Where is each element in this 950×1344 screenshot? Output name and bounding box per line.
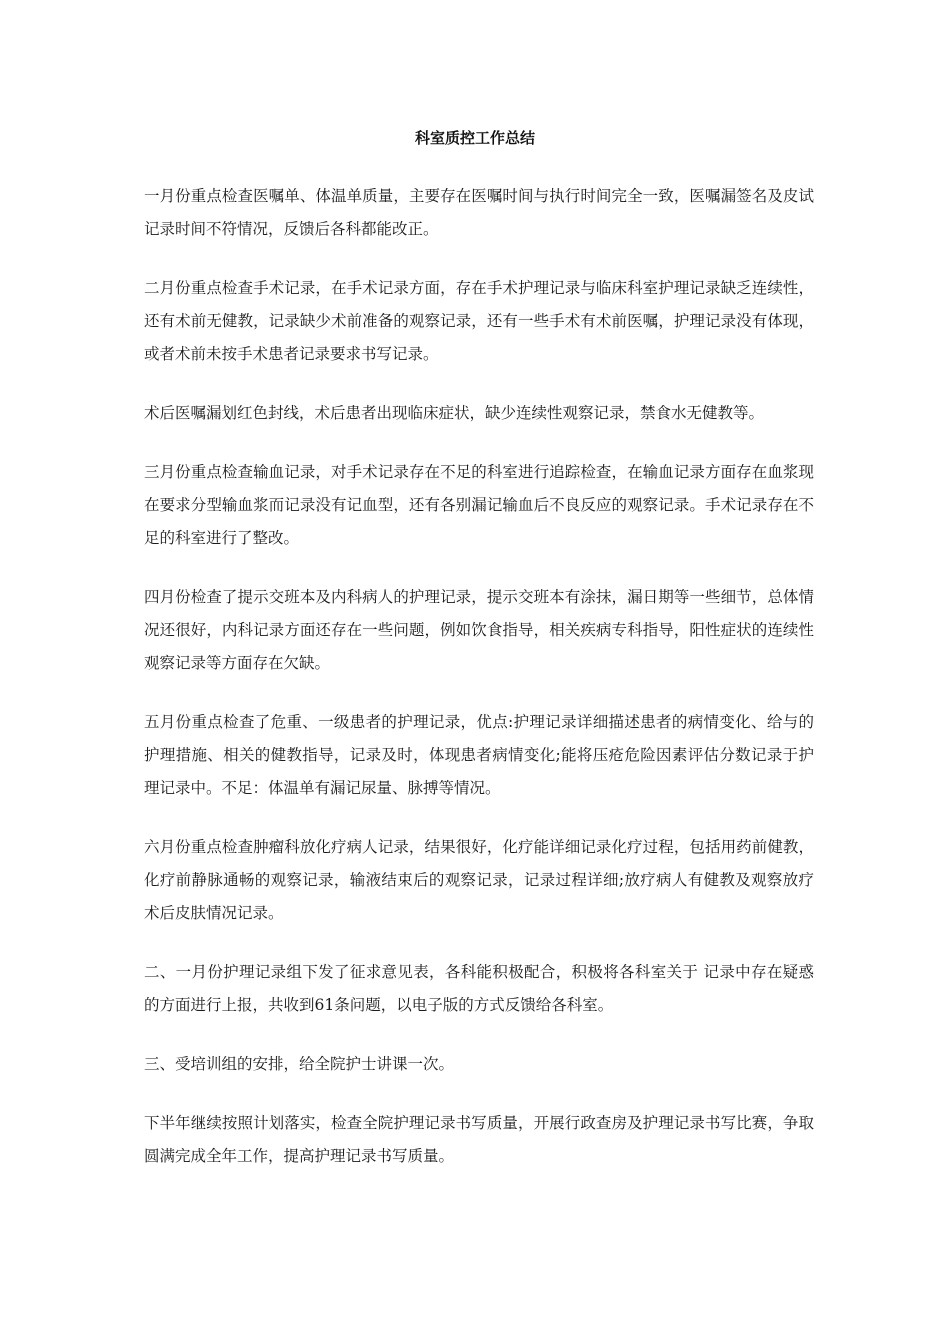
paragraph-postop: 术后医嘱漏划红色封线，术后患者出现临床症状，缺少连续性观察记录，禁食水无健教等。: [144, 404, 765, 422]
paragraph-january: 一月份重点检查医嘱单、体温单质量，主要存在医嘱时间与执行时间完全一致，医嘱漏签名及皮试记录时间不符情况，反馈后各科都能改正。: [144, 187, 814, 238]
paragraph-february: 二月份重点检查手术记录，在手术记录方面，存在手术护理记录与临床科室护理记录缺乏连续性，还有术前无健教，记录缺少术前准备的观察记录，还有一些手术有术前医嘱，护理记录没有体现，或者术前未按手术患者记录要求书写记录。: [144, 279, 814, 363]
paragraph-march: 三月份重点检查输血记录，对手术记录存在不足的科室进行追踪检查，在输血记录方面存在血浆现在要求分型输血浆而记录没有记血型，还有各别漏记输血后不良反应的观察记录。手术记录存在不足的科室进行了整改。: [144, 463, 814, 547]
paragraph-april: 四月份检查了提示交班本及内科病人的护理记录，提示交班本有涂抹，漏日期等一些细节，总体情况还很好，内科记录方面还存在一些问题，例如饮食指导，相关疾病专科指导，阳性症状的连续性观察记录等方面存在欠缺。: [144, 588, 814, 672]
paragraph-section-three: 三、受培训组的安排，给全院护士讲课一次。: [144, 1055, 455, 1073]
document-title: 科室质控工作总结: [414, 129, 535, 147]
paragraph-june: 六月份重点检查肿瘤科放化疗病人记录，结果很好，化疗能详细记录化疗过程，包括用药前健教，化疗前静脉通畅的观察记录，输液结束后的观察记录，记录过程详细;放疗病人有健教及观察放疗术后皮肤情况记录。: [144, 838, 814, 922]
paragraph-section-two: 二、一月份护理记录组下发了征求意见表，各科能积极配合，积极将各科室关于 记录中存在疑惑的方面进行上报，共收到61条问题，以电子版的方式反馈给各科室。: [144, 963, 814, 1014]
paragraph-second-half-plan: 下半年继续按照计划落实，检查全院护理记录书写质量，开展行政查房及护理记录书写比赛，争取圆满完成全年工作，提高护理记录书写质量。: [144, 1114, 814, 1165]
paragraph-may: 五月份重点检查了危重、一级患者的护理记录，优点:护理记录详细描述患者的病情变化、给与的护理措施、相关的健教指导，记录及时，体现患者病情变化;能将压疮危险因素评估分数记录于护理记录中。不足：体温单有漏记尿量、脉搏等情况。: [144, 713, 814, 797]
document-body: [144, 180, 814, 1199]
